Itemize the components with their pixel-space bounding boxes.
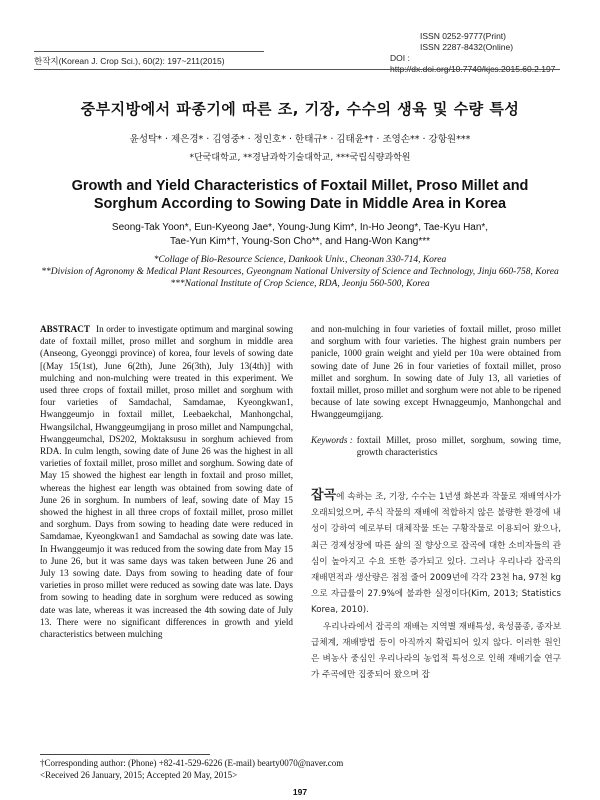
keywords-label: Keywords :: [311, 434, 353, 445]
right-column: [311, 323, 561, 683]
intro-paragraph-2: 우리나라에서 잡곡의 재배는 지역별 재배특성, 육성품종, 종자보급체계, 재배방법 등이 아직까지 확립되어 있지 않다. 이러한 원인은 벼농사 중심인 우리나라의 농업적 특성으로 인해 재배기술 연구가 주곡에만 집중되어 왔으며 잡: [311, 621, 561, 681]
affiliation-2: **Division of Agronomy & Medical Plant Resources, Gyeongnam National University of Science and Technology, Jinju 660-758, Korea: [41, 267, 559, 277]
abstract-text-right: and non-mulching in four varieties of foxtail millet, proso millet and sorghum with four varieties. The highest grain numbers per panicle, 1000 grain weight and yield per 10a were obtained from sowing date of June 26 in four varieties of foxtail millet, proso millet and sorghum. In sowing date of July 13, all varieties of foxtail millet, proso millet and sorghum were not able to be ripened because of late sowing except Hwnaggeumjo, Manhongchal and Hwanggeumgijang.: [311, 324, 561, 420]
journal-citation: 한작지(Korean J. Crop Sci.), 60(2): 197~211(2015): [34, 56, 225, 66]
abstract-left-column: [40, 323, 293, 640]
english-authors-line1: Seong-Tak Yoon*, Eun-Kyeong Jae*, Young-Jung Kim*, In-Ho Jeong*, Tae-Kyu Han*,: [111, 222, 489, 233]
footnote: [40, 757, 343, 781]
english-authors: [40, 221, 560, 249]
header-top-rule: [34, 51, 264, 52]
korean-authors: 윤성탁* · 제은경* · 김영중* · 정인호* · 한태규* · 김태윤*† · 조영손** · 강항원***: [129, 134, 471, 145]
korean-title: 중부지방에서 파종기에 따른 조, 기장, 수수의 생육 및 수량 특성: [80, 100, 520, 118]
english-title: Growth and Yield Characteristics of Foxtail Millet, Proso Millet and Sorghum According to Sowing Date in Middle Area in Korea: [71, 178, 529, 212]
corresponding-author: †Corresponding author: (Phone) +82-41-529-6226 (E-mail) bearty0070@naver.com: [40, 758, 344, 768]
korean-introduction: [311, 488, 561, 683]
keywords-list: foxtail Millet, proso millet, sorghum, sowing time, growth characteristics: [356, 434, 561, 457]
doi-link[interactable]: DOI : http://dx.doi.org/10.7740/kjcs.2015.60.2.197: [390, 53, 556, 74]
received-dates: <Received 26 January, 2015; Accepted 20 May, 2015>: [40, 770, 238, 780]
intro-paragraph-1-text: 에 속하는 조, 기장, 수수는 1년생 화본과 작물로 재배역사가 오래되었으며, 주식 작물의 재배에 적합하지 않은 불량한 환경에 내성이 강하여 예로부터 대체작물 또는 구황작물로 이용되어 왔으나, 최근 경제성장에 따른 삶의 질 향상으로 잡곡에 대한 소비자들의 관심이 높아지고 수요 또한 증가되고 있다. 그러나 우리나라 잡곡의 재배면적과 생산량은 점점 줄어 2009년에 각각 23천 ha, 97천 kg으로 자급률이 27.9%에 불과한 실정이다(Kim, 2013; Statistics Korea, 2010).: [311, 492, 561, 616]
header-rule: [34, 69, 560, 70]
english-authors-line2: Tae-Yun Kim*†, Young-Son Cho**, and Hang-Won Kang***: [170, 236, 430, 247]
issn-online: ISSN 2287-8432(Online): [420, 42, 514, 52]
keywords: [311, 434, 561, 458]
korean-affiliations: *단국대학교, **경남과학기술대학교, ***국립식량과학원: [189, 153, 411, 163]
issn-print: ISSN 0252-9777(Print): [420, 31, 506, 41]
abstract-label: ABSTRACT: [40, 324, 91, 334]
affiliation-3: ***National Institute of Crop Science, RDA, Jeonju 560-500, Korea: [170, 279, 430, 289]
intro-dropcap: 잡곡: [311, 488, 337, 504]
abstract-text-left: In order to investigate optimum and marginal sowing date of foxtail millet, proso millet and sorghum in middle area (Anseong, Gyeonggi province) of korea, four levels of sowing date [(May 15(1st), June 6(2th), June 26(3th), July 13(4th)] with mulching and non-mulching were treated in this experiment. We used three crops of foxtail millet, proso millet and sorghum with four varieties of Samdachal, Samdamae, Kyeongkwan1, Hwanggeumjo in foxtail millet, Leebaekchal, Manhongchal, Hwangsilchal, Hwanggeumgijang in proso millet and Nampungchal, Hwanggeumchal, DS202, Moktaksusu in sorghum achieved from RDA. In culm length, sowing date of June 26 was the highest in all varieties of foxtail millet, proso millet and sorghum. Sowing date of May 15 showed the highest ear length in foxtail and proso millet, whereas the highest ear length was obtained from sowing date of June 26 in sorghum. In numbers of leaf, sowing date of May 15 showed the highest in all three crops of foxtail millet, proso millet and sorghum. Days from sowing to heading date were reduced in Samdamae, Kyeongkwan1 and Samdachal as sowing date was late. In Hwanggeumjo it was reduced from the sowing date from May 15 to June 26, but it was same days was taken between June 26 and July 13 sowing date. Days from sowing to heading date of four varieties in proso millet were reduced as sowing date was late. Days from sowing to heading date in sorghum were reduced as sowing date was late, whereas it was increased the 4th sowing date of July 13. There were no significant differences in growth and yield characteristics between mulching: [40, 324, 293, 640]
english-affiliations: [20, 254, 580, 290]
page-number: 197: [292, 787, 308, 797]
affiliation-1: *Collage of Bio-Resource Science, Dankook Univ., Cheonan 330-714, Korea: [153, 255, 447, 265]
footnote-rule: [40, 754, 210, 755]
intro-paragraph-1: [311, 488, 561, 619]
